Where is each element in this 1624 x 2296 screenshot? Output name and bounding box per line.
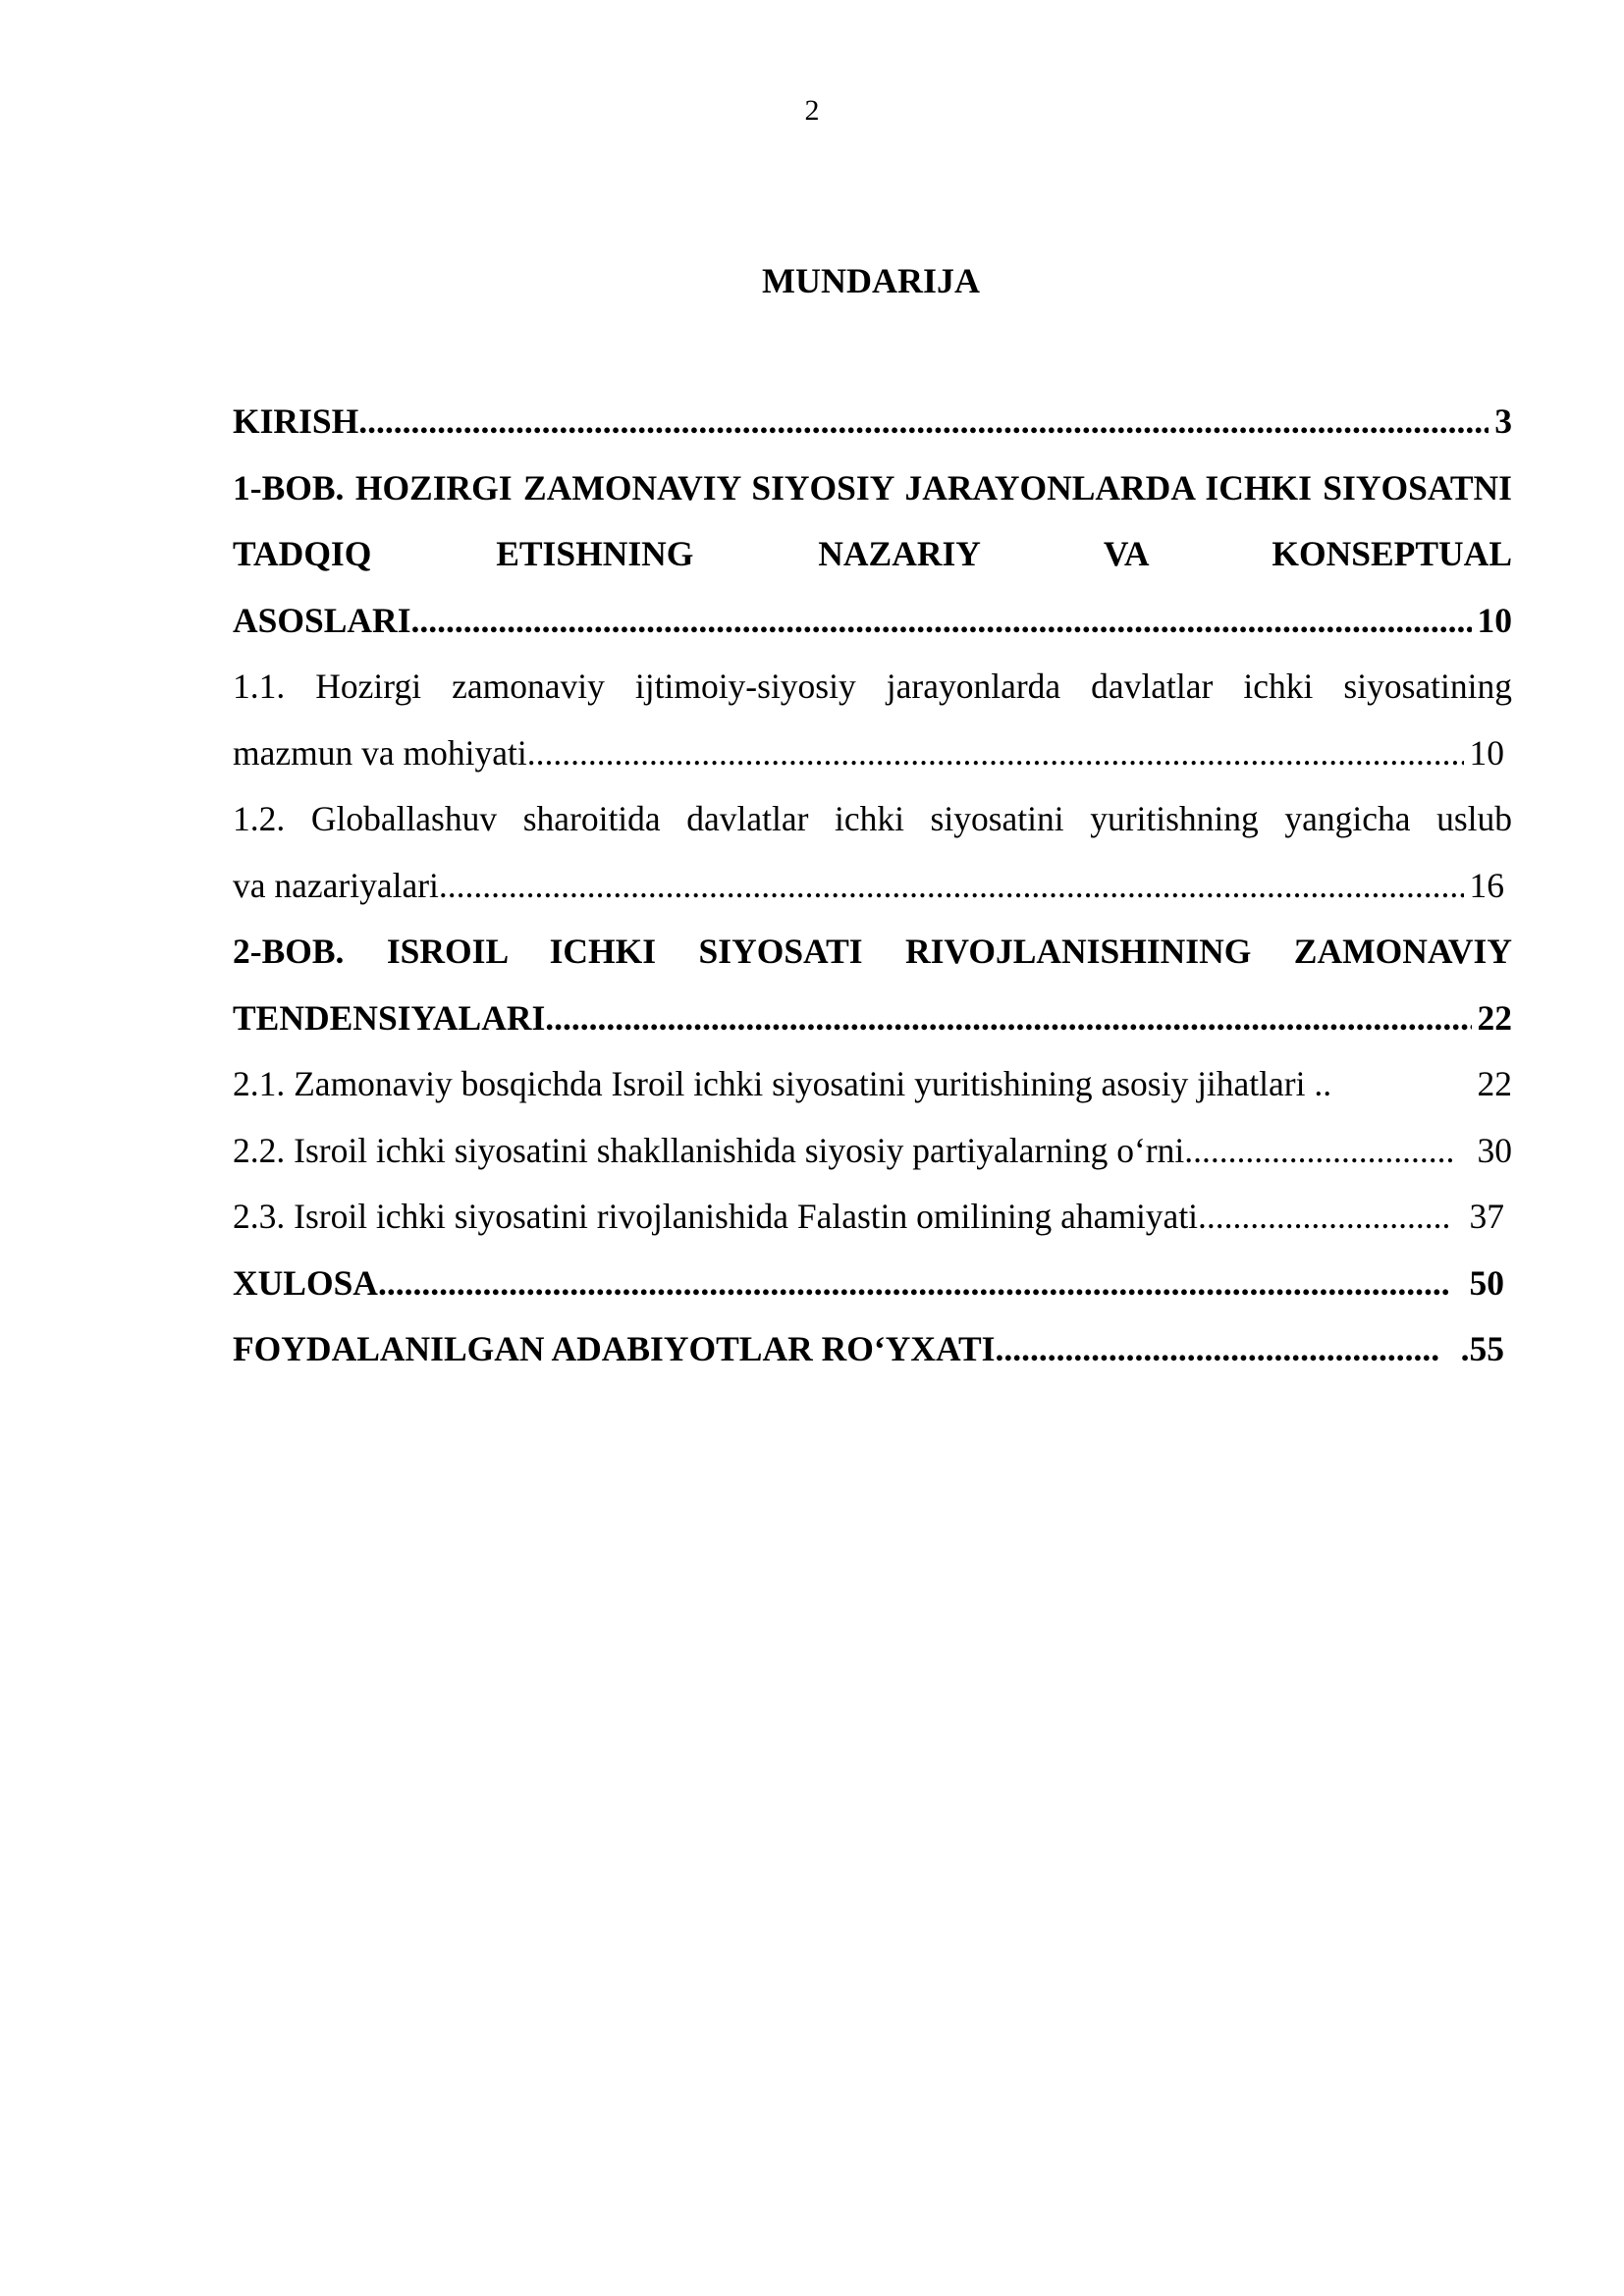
page-number: 2 (804, 94, 820, 127)
toc-entry-title-end: ASOSLARI (233, 600, 411, 640)
toc-entry-page: 10 (1477, 600, 1512, 640)
leader-dots (1184, 1118, 1453, 1185)
toc-entry-chapter-1[interactable] (233, 455, 1512, 655)
toc-entry-xulosa[interactable] (233, 1251, 1512, 1317)
toc-entry-title-end: mazmun va mohiyati (233, 732, 527, 773)
leader-dots (378, 1251, 1448, 1317)
leader-dots (995, 1316, 1438, 1383)
toc-entry-title: 2.3. Isroil ichki siyosatini rivojlanishida Falastin omilining ahamiyati (233, 1197, 1199, 1236)
toc-entry-kirish[interactable] (233, 389, 1512, 455)
toc-entry-page: 30 (1477, 1130, 1512, 1170)
toc-entry-title: XULOSA (233, 1262, 378, 1303)
toc-entry-page: 22 (1477, 997, 1512, 1038)
toc-entry-page: 37 (1469, 1197, 1504, 1236)
toc-entry-bibliography[interactable] (233, 1316, 1512, 1383)
toc-entry-page: 50 (1469, 1262, 1504, 1303)
toc-entry-title: 1.2. Globallashuv sharoitida davlatlar ichki siyosatini yuritishning yangicha uslub (233, 799, 1512, 838)
toc-entry-title-end: va nazariyalari (233, 865, 439, 905)
toc-entry-title: 1.1. Hozirgi zamonaviy ijtimoiy-siyosiy jarayonlarda davlatlar ichki siyosatining (233, 667, 1512, 706)
toc-entry-page: 16 (1469, 865, 1504, 905)
leader-dots (411, 588, 1472, 655)
leader-dots (358, 389, 1489, 455)
leader-dots (1198, 1184, 1447, 1251)
table-of-contents (233, 389, 1512, 1383)
toc-entry-title-end: TENDENSIYALARI (233, 997, 546, 1038)
toc-entry-chapter-2[interactable] (233, 919, 1512, 1051)
toc-entry-title: 1-BOB. HOZIRGI ZAMONAVIY SIYOSIY JARAYONLARDA ICHKI SIYOSATNI TADQIQ ETISHNING NAZARIY VA KONSEPTUAL (233, 467, 1512, 573)
toc-entry-title: 2.1. Zamonaviy bosqichda Isroil ichki siyosatini yuritishining asosiy jihatlari .. (233, 1064, 1332, 1103)
leader-dots (545, 986, 1471, 1052)
toc-entry-page: 22 (1477, 1064, 1512, 1103)
toc-entry-page: 3 (1494, 401, 1512, 441)
leader-dots (439, 853, 1464, 920)
toc-entry-section-2-3[interactable] (233, 1184, 1512, 1251)
toc-entry-section-1-2[interactable] (233, 786, 1512, 919)
toc-entry-title: 2.2. Isroil ichki siyosatini shakllanishida siyosiy partiyalarning o‘rni (233, 1130, 1185, 1170)
toc-entry-title: FOYDALANILGAN ADABIYOTLAR RO‘YXATI (233, 1329, 996, 1368)
toc-entry-section-2-2[interactable] (233, 1118, 1512, 1185)
toc-entry-title: KIRISH (233, 401, 359, 441)
toc-entry-section-1-1[interactable] (233, 654, 1512, 786)
toc-entry-title: 2-BOB. ISROIL ICHKI SIYOSATI RIVOJLANISHINING ZAMONAVIY (233, 932, 1512, 971)
toc-entry-page: 10 (1469, 732, 1504, 773)
leader-dots (527, 721, 1464, 787)
toc-entry-page: .55 (1460, 1329, 1504, 1368)
page-title: MUNDARIJA (762, 261, 980, 300)
toc-entry-section-2-1[interactable] (233, 1051, 1512, 1118)
